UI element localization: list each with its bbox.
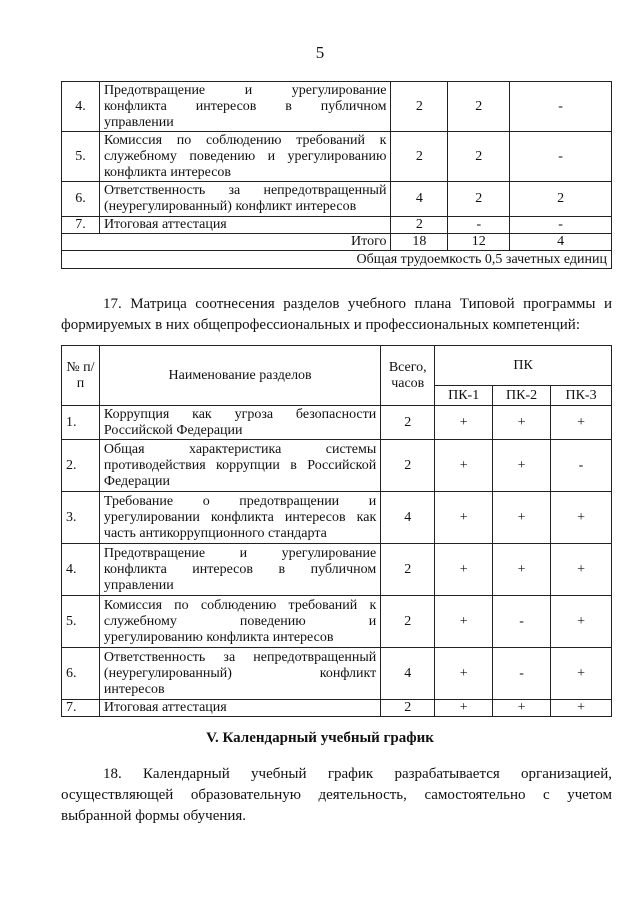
table-row <box>62 406 612 440</box>
hours-cell: 4 <box>381 648 435 700</box>
table-row <box>62 596 612 648</box>
total-credits: Общая трудоемкость 0,5 зачетных единиц <box>62 251 612 269</box>
pk-cell: + <box>493 406 551 440</box>
section-name-cell <box>99 492 380 544</box>
pk-cell: + <box>435 440 493 492</box>
pk-cell: + <box>551 648 612 700</box>
row-number: 4. <box>62 82 100 132</box>
hours-cell: 2 <box>381 440 435 492</box>
pk-cell: + <box>551 406 612 440</box>
section-name-line: конфликта интересов в публичном <box>103 98 387 114</box>
value-cell: 2 <box>391 82 448 132</box>
section-name-cell <box>99 440 380 492</box>
row-number: 7. <box>62 217 100 234</box>
pk-cell: + <box>435 700 493 717</box>
header-pk-3: ПК-3 <box>551 386 612 406</box>
section-name-line: (неурегулированный) конфликт интересов <box>103 199 357 214</box>
row-number: 7. <box>62 700 100 717</box>
header-pk-2: ПК-2 <box>493 386 551 406</box>
pk-cell: + <box>551 544 612 596</box>
section-name-line: Федерации <box>103 473 171 489</box>
section-name-line: управлении <box>103 114 174 130</box>
hours-cell: 4 <box>381 492 435 544</box>
section-name-line: урегулировании конфликта интересов как <box>103 509 377 525</box>
value-cell: - <box>510 82 612 132</box>
pk-cell: + <box>551 596 612 648</box>
pk-cell: + <box>493 440 551 492</box>
value-cell: 2 <box>448 132 510 182</box>
section-name-cell <box>99 406 380 440</box>
section-name-line: Ответственность за непредотвращенный <box>103 183 387 198</box>
table-row <box>62 544 612 596</box>
row-number: 1. <box>62 406 100 440</box>
section-name-line: управлении <box>103 577 174 593</box>
hours-cell: 2 <box>381 596 435 648</box>
hours-table <box>61 81 612 269</box>
hours-cell: 2 <box>381 544 435 596</box>
row-number: 5. <box>62 132 100 182</box>
section-name-line: урегулированию конфликта интересов <box>103 629 334 645</box>
pk-cell: - <box>493 648 551 700</box>
paragraph-17: 17. Матрица соотнесения разделов учебного плана Типовой программы и формируемых в них общепрофессиональных и профессиональных компетенций: <box>61 296 612 333</box>
competency-matrix-table <box>61 345 612 717</box>
pk-cell: - <box>493 596 551 648</box>
total-value: 18 <box>391 234 448 251</box>
header-number: № п/п <box>62 346 100 406</box>
section-name-line: Ответственность за непредотвращенный <box>103 649 377 665</box>
section-name-line: Комиссия по соблюдению требований к <box>103 597 377 613</box>
section-name-line: Предотвращение и урегулирование <box>103 545 377 561</box>
value-cell: - <box>448 217 510 234</box>
pk-cell: + <box>435 492 493 544</box>
pk-cell: + <box>493 492 551 544</box>
pk-cell: - <box>551 440 612 492</box>
section-name-cell <box>99 544 380 596</box>
pk-cell: + <box>435 406 493 440</box>
section-name-line: Требование о предотвращении и <box>103 493 377 509</box>
table-row <box>62 132 612 182</box>
section-name-line: Комиссия по соблюдению требований к <box>103 132 387 148</box>
header-pk: ПК <box>435 346 612 386</box>
section-name-line: служебному поведению и урегулированию <box>103 148 387 164</box>
section-name-cell <box>99 596 380 648</box>
pk-cell: + <box>435 544 493 596</box>
table-row <box>62 492 612 544</box>
row-number: 6. <box>62 182 100 217</box>
page-number: 5 <box>315 43 325 62</box>
section-name-line: Российской Федерации <box>103 422 243 438</box>
table-row <box>62 648 612 700</box>
value-cell: - <box>510 217 612 234</box>
value-cell: 4 <box>391 182 448 217</box>
total-value: 12 <box>448 234 510 251</box>
total-row <box>62 234 612 251</box>
section-name-line: интересов <box>103 681 165 697</box>
section-name-line: Предотвращение и урегулирование <box>103 82 387 98</box>
section-name-cell <box>99 182 391 217</box>
section-name-line: противодействия коррупции в Российской <box>103 457 377 473</box>
section-name-cell <box>99 648 380 700</box>
row-number: 5. <box>62 596 100 648</box>
section-name-line: Итоговая аттестация <box>103 217 227 232</box>
row-number: 3. <box>62 492 100 544</box>
value-cell: 2 <box>448 82 510 132</box>
section-name-line: Коррупция как угроза безопасности <box>103 406 377 422</box>
header-section-name: Наименование разделов <box>99 346 380 406</box>
section-name-cell <box>99 217 391 234</box>
hours-cell: 2 <box>381 406 435 440</box>
table-row <box>62 182 612 217</box>
value-cell: 2 <box>510 182 612 217</box>
value-cell: - <box>510 132 612 182</box>
section-heading: V. Календарный учебный график <box>206 730 434 746</box>
section-name-line: часть антикоррупционного стандарта <box>103 525 327 541</box>
section-name-line: (неурегулированный) конфликт <box>103 665 377 681</box>
value-cell: 2 <box>391 132 448 182</box>
section-name-cell <box>99 132 391 182</box>
pk-cell: + <box>493 700 551 717</box>
row-number: 4. <box>62 544 100 596</box>
total-label: Итого <box>62 234 391 251</box>
section-name-cell <box>99 700 380 717</box>
header-total-hours: Всего, часов <box>381 346 435 406</box>
hours-cell: 2 <box>381 700 435 717</box>
footer-row <box>62 251 612 269</box>
section-name-line: служебному поведению и <box>103 613 377 629</box>
row-number: 6. <box>62 648 100 700</box>
pk-cell: + <box>435 596 493 648</box>
pk-cell: + <box>493 544 551 596</box>
pk-cell: + <box>551 700 612 717</box>
row-number: 2. <box>62 440 100 492</box>
table-row <box>62 700 612 717</box>
value-cell: 2 <box>391 217 448 234</box>
table-row <box>62 217 612 234</box>
pk-cell: + <box>551 492 612 544</box>
header-pk-1: ПК-1 <box>435 386 493 406</box>
section-name-line: конфликта интересов в публичном <box>103 561 377 577</box>
paragraph-18: 18. Календарный учебный график разрабатывается организацией, осуществляющей образовательную деятельность, самостоятельно с учетом выбранной формы обучения. <box>61 766 612 824</box>
pk-cell: + <box>435 648 493 700</box>
section-name-line: Общая характеристика системы <box>103 441 377 457</box>
total-value: 4 <box>510 234 612 251</box>
table-row <box>62 440 612 492</box>
table-row <box>62 82 612 132</box>
section-name-line: Итоговая аттестация <box>103 700 227 715</box>
section-name-cell <box>99 82 391 132</box>
value-cell: 2 <box>448 182 510 217</box>
section-name-line: конфликта интересов <box>103 164 232 180</box>
